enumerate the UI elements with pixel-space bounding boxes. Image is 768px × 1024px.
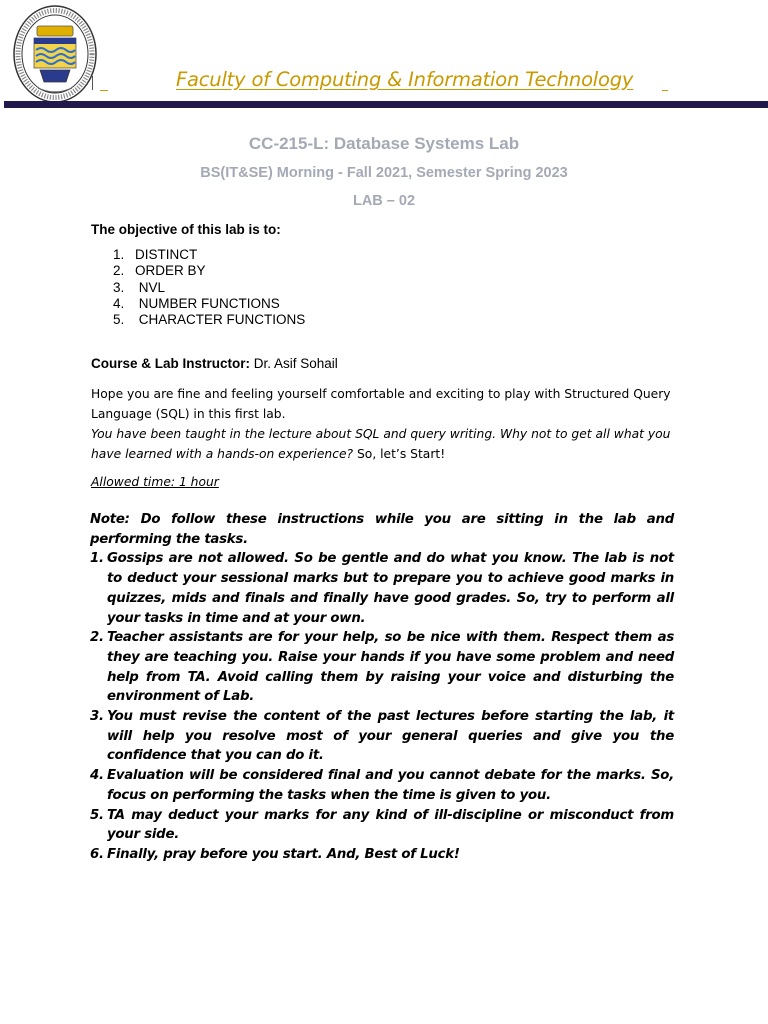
- instructor-label: Course & Lab Instructor:: [91, 356, 251, 371]
- list-item: 3. NVL: [113, 279, 166, 295]
- header-divider-left: [92, 76, 93, 90]
- list-item: 4. NUMBER FUNCTIONS: [113, 295, 280, 311]
- instructions-block: [90, 510, 674, 865]
- list-item: 2. ORDER BY: [113, 263, 206, 279]
- course-title: CC-215-L: Database Systems Lab: [248, 134, 520, 153]
- instructor-name: Dr. Asif Sohail: [250, 356, 338, 371]
- list-item: 1. DISTINCT: [113, 247, 198, 262]
- instructions-list: [90, 549, 674, 864]
- lab-number: LAB – 02: [352, 193, 416, 209]
- objective-heading: The objective of this lab is to:: [91, 222, 281, 237]
- intro-line: Hope you are fine and feeling yourself comfortable and exciting to play with Structured Query Language (SQL) in this first lab.: [91, 387, 671, 421]
- header-underline-left: [100, 90, 108, 91]
- list-item: 6. Finally, pray before you start. And, Best of Luck!: [90, 846, 460, 862]
- intro-line-italic: You have been taught in the lecture about SQL and query writing. Why not to get all what you have learned with a hands-on experience? So, let’s Start!: [91, 427, 671, 461]
- objective-list: [113, 247, 305, 328]
- instructor-line: [91, 356, 338, 371]
- list-item: 3. You must revise the content of the past lectures before starting the lab, it will help you resolve most of your general queries and give you the confidence that you can do it.: [90, 709, 674, 764]
- list-item: 5. CHARACTER FUNCTIONS: [113, 312, 306, 328]
- program-line: BS(IT&SE) Morning - Fall 2021, Semester Spring 2023: [200, 165, 568, 181]
- header-underline-right: [662, 90, 668, 91]
- intro-paragraph: [91, 384, 681, 464]
- list-item: 2. Teacher assistants are for your help, so be nice with them. Respect them as they are teaching you. Raise your hands if you have some problem and need help from TA. Avoid calling them by raising your voice and disturbing the environment of Lab.: [90, 630, 674, 705]
- header-rule: [4, 101, 768, 108]
- list-item: 5. TA may deduct your marks for any kind of ill-discipline or misconduct from your side.: [90, 807, 674, 843]
- faculty-title: Faculty of Computing & Information Technology: [176, 68, 634, 91]
- allowed-time: Allowed time: 1 hour: [91, 475, 219, 489]
- document-header: [0, 0, 768, 112]
- notes-heading: Note: Do follow these instructions while you are sitting in the lab and performing the tasks.: [90, 512, 674, 547]
- university-seal-icon: [12, 4, 98, 104]
- list-item: 1. Gossips are not allowed. So be gentle and do what you know. The lab is not to deduct your sessional marks but to prepare you to achieve good marks in quizzes, mids and finals and finally have good grades. So, try to perform all your tasks in time and at your own.: [90, 551, 674, 626]
- list-item: 4. Evaluation will be considered final and you cannot debate for the marks. So, focus on performing the tasks when the time is given to you.: [90, 768, 674, 803]
